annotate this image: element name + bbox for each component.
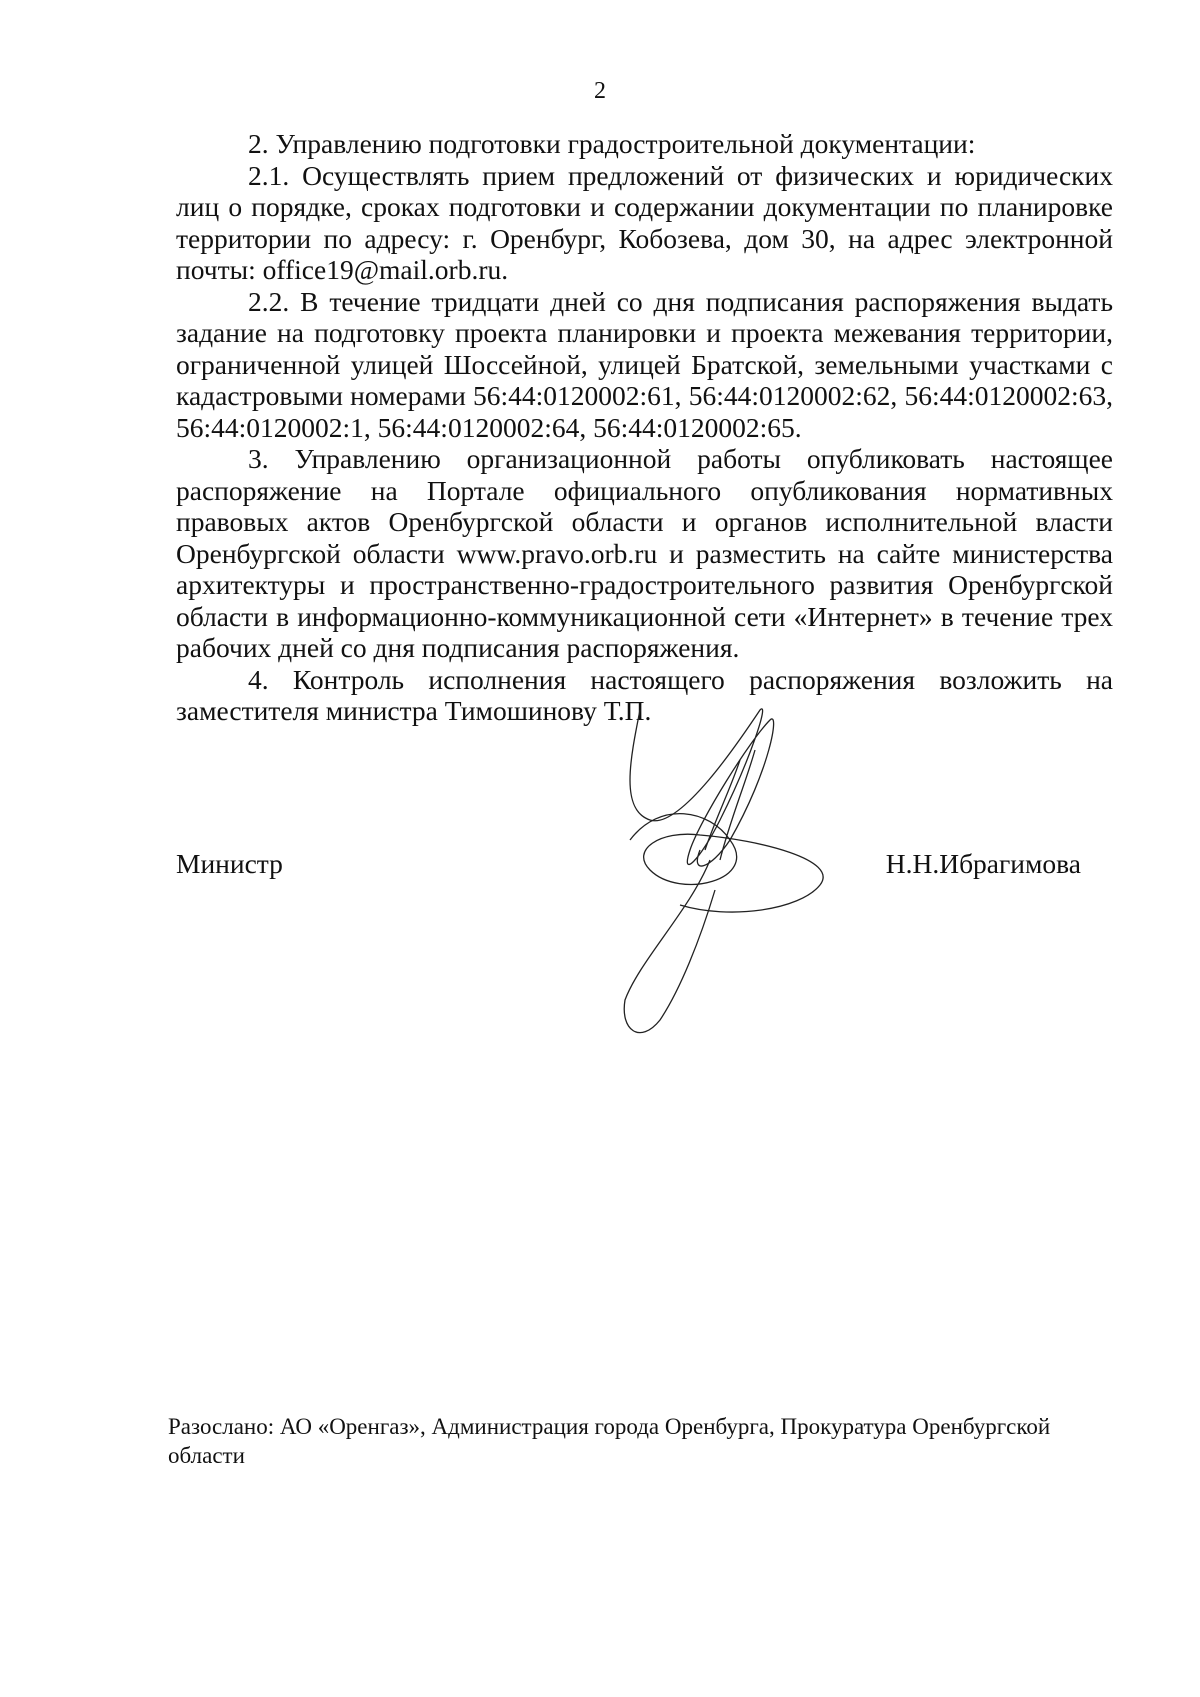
paragraph-3: 3. Управлению организационной работы опубликовать настоящее распоряжение на Портале официального опубликования нормативных правовых актов Оренбургской области и органов исполнительной власти Оренбургской области www.pravo.orb.ru и разместить на сайте министерства архитектуры и пространственно-градостроительного развития Оренбургской области в информационно-коммуникационной сети «Интернет» в течение трех рабочих дней со дня подписания распоряжения.: [176, 443, 1113, 663]
page-number: 2: [594, 78, 606, 104]
signatory-name: Н.Н.Ибрагимова: [885, 848, 1081, 879]
paragraph-2: 2. Управлению подготовки градостроительной документации:: [248, 128, 976, 159]
paragraph-4: 4. Контроль исполнения настоящего распоряжения возложить на заместителя министра Тимошинову Т.П.: [176, 663, 1113, 726]
paragraph-2-1: 2.1. Осуществлять прием предложений от физических и юридических лиц о порядке, сроках подготовки и содержании документации по планировке территории по адресу: г. Оренбург, Кобозева, дом 30, на адрес электронной почты: office19@mail.orb.ru.: [176, 159, 1113, 285]
handwritten-signature: [620, 700, 850, 1050]
distribution-list: Разослано: АО «Оренгаз», Администрация города Оренбурга, Прокуратура Оренбургской области: [168, 1414, 1051, 1468]
document-body: [176, 128, 1113, 727]
paragraph-2-2: 2.2. В течение тридцати дней со дня подписания распоряжения выдать задание на подготовку проекта планировки и проекта межевания территории, ограниченной улицей Шоссейной, улицей Братской, земельными участками с кадастровыми номерами 56:44:0120002:61, 56:44:0120002:62, 56:44:0120002:63, 56:44:0120002:1, 56:44:0120002:64, 56:44:0120002:65.: [176, 285, 1113, 443]
signatory-title: Министр: [176, 848, 283, 879]
